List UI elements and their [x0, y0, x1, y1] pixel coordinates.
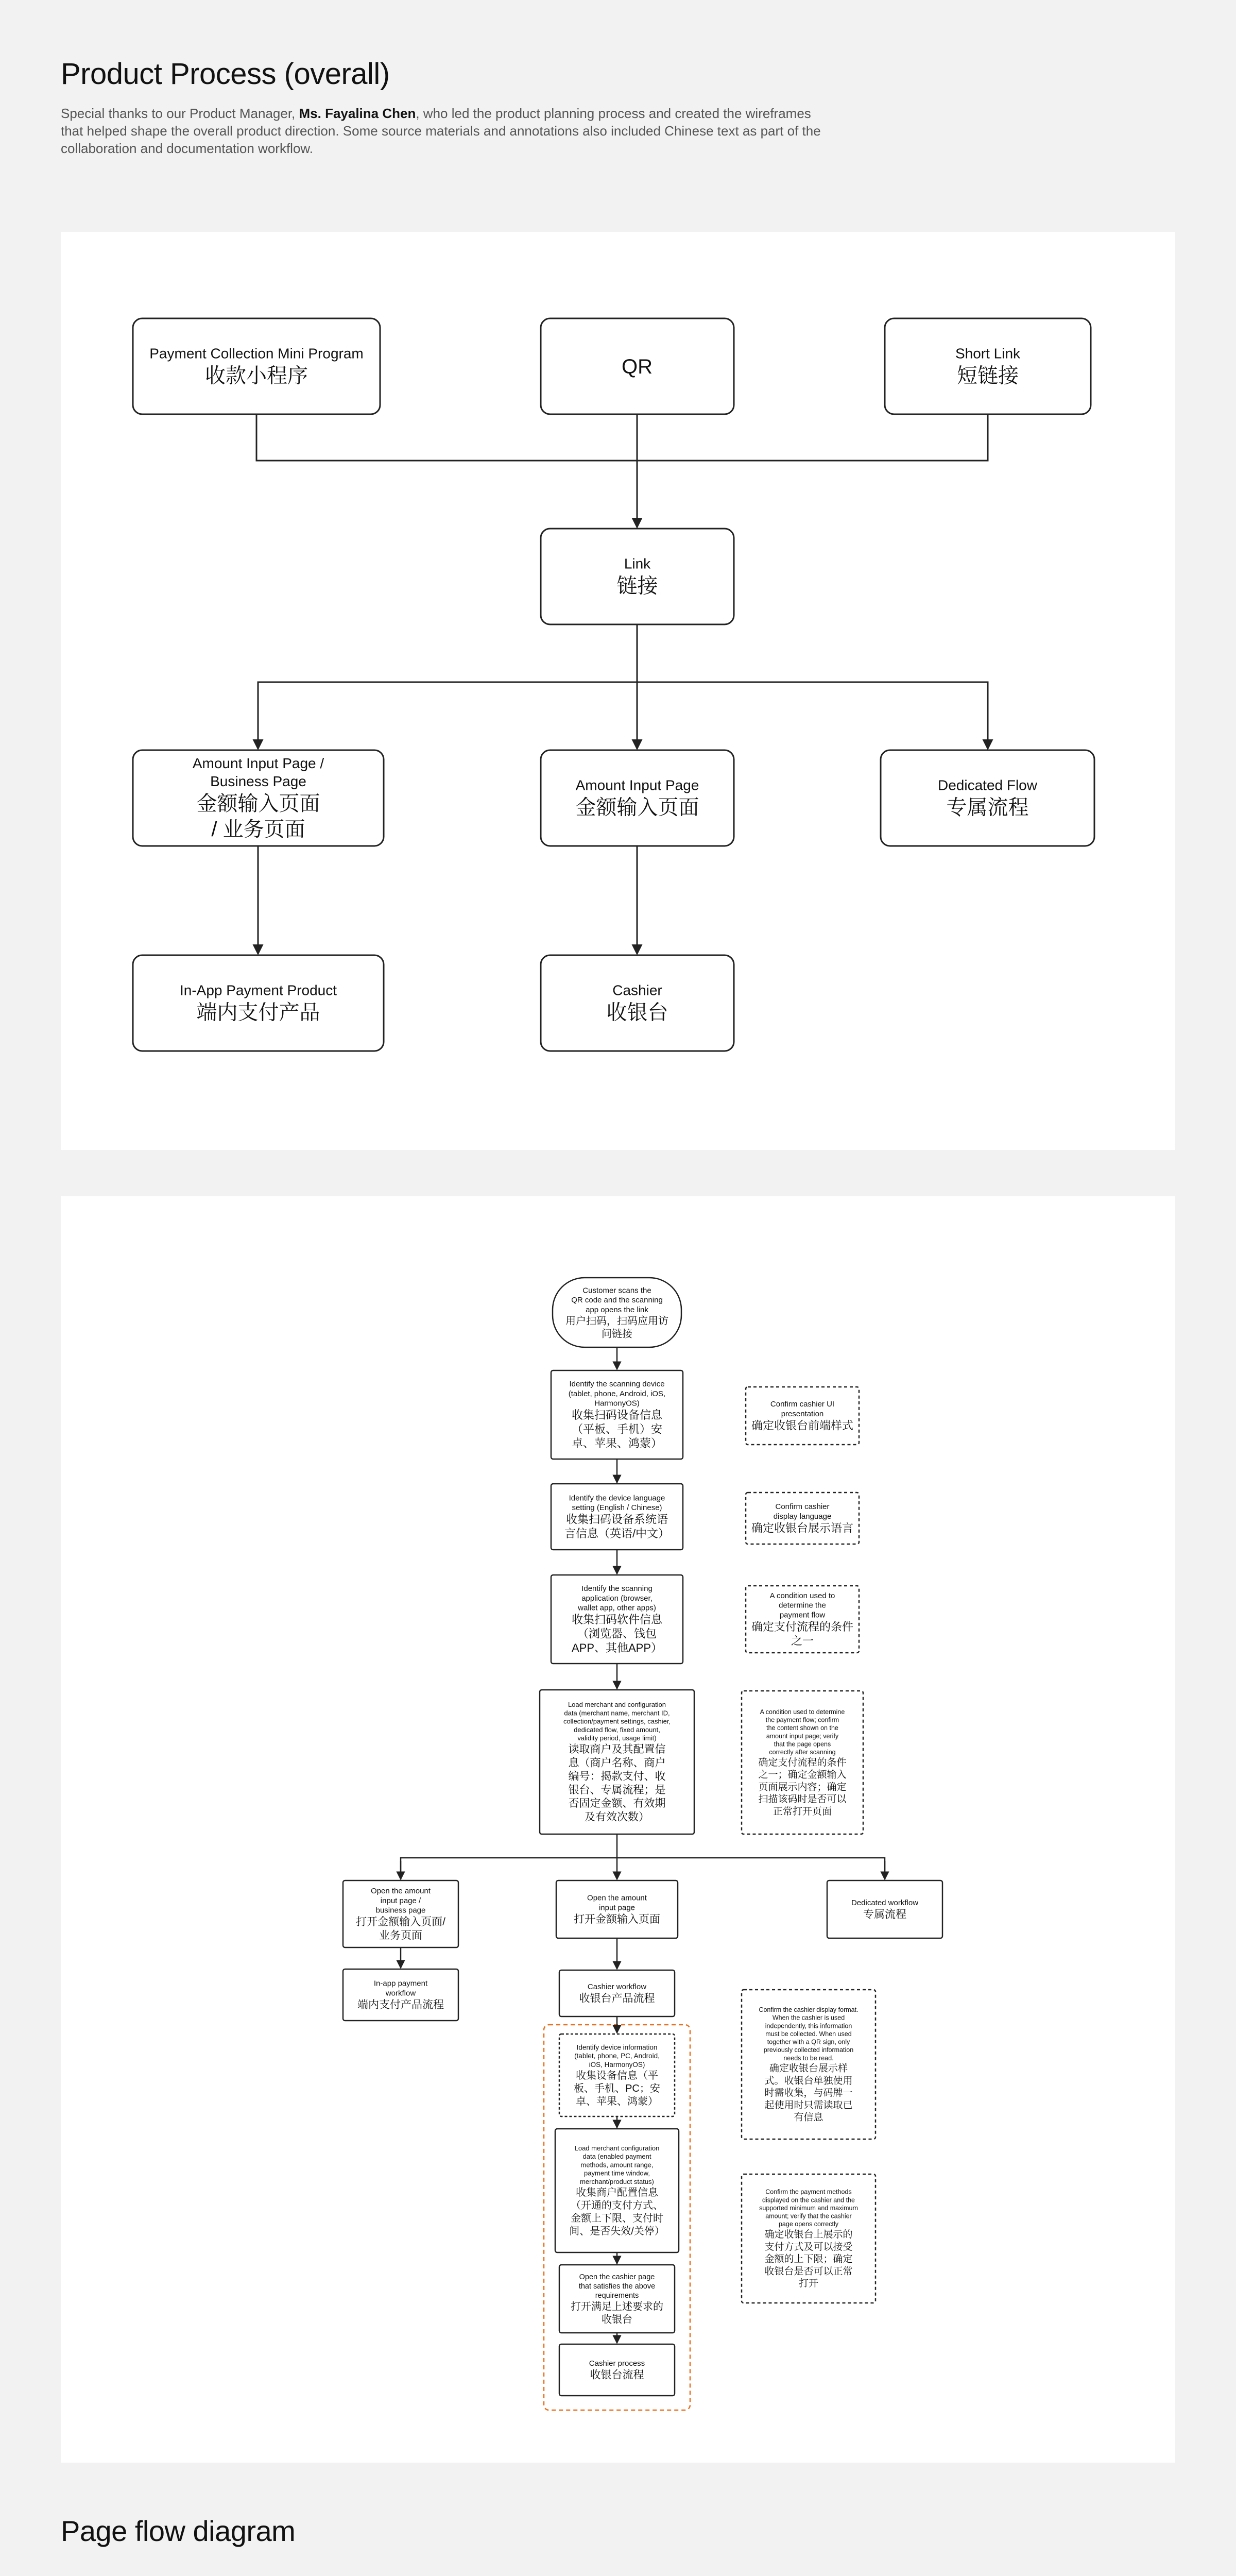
start-oval-label: Customer scans the QR code and the scanning app opens the link 用户扫码，扫码应用访问链接	[565, 1286, 668, 1340]
detail-panel	[61, 1196, 1175, 2463]
note-condition-label: A condition used to determine the payment flow 确定支付流程的条件之一	[751, 1591, 854, 1648]
intro-post: , who led the product planning process and created the wireframes that helped shape the overall product direction. Some source materials and annotations also included Chinese text as part of the collaboration and documentation workflow.	[61, 106, 821, 156]
branch-dedicated-label: Dedicated workflow 专属流程	[851, 1899, 919, 1921]
overview-panel	[61, 232, 1175, 1150]
page-title: Product Process (overall)	[61, 57, 390, 91]
step-app-label: Identify the scanning application (browser, wallet app, other apps)收集扫码软件信息（浏览器、钱包 APP、其他APP）	[571, 1584, 663, 1655]
split-line	[258, 682, 988, 749]
detail-flowchart	[61, 1196, 1175, 2463]
amount-input-box-label: Amount Input Page 金额输入页面	[575, 777, 699, 819]
qr-box-label: QR	[622, 355, 653, 378]
page-flow-title: Page flow diagram	[61, 2515, 296, 2547]
dedicated-flow-box-label: Dedicated Flow 专属流程	[938, 777, 1037, 819]
amount-business-box-label: Amount Input Page / Business Page 金额输入页面/ 业务页面	[192, 755, 324, 841]
branch-business-label: Open the amount input page / business page 打开金额输入页面/业务页面	[356, 1887, 445, 1942]
link-box-label: Link 链接	[616, 555, 658, 598]
note-ui-label: Confirm cashier UI presentation 确定收银台前端样式	[751, 1400, 854, 1432]
step-merchant-label: Load merchant and configuration data (merchant name, merchant ID, collection/payment settings, cashier, dedicated flow, fixed amount, validity period, usage limit)读取商户及其配置信息（商户名称、商户编号：揭款支付、收银台、专属流程；是否固定金额、有效期及有效次数）	[563, 1701, 671, 1823]
short-link-box-label: Short Link 短链接	[955, 345, 1021, 387]
step-device-info-label: Identify device information (tablet, phone, PC, Android, iOS, HarmonyOS)收集设备信息（平板、手机、PC；安卓、苹果、鸿蒙）	[574, 2043, 660, 2108]
step-device-label: Identify the scanning device (tablet, phone, Android, iOS, HarmonyOS)收集扫码设备信息（平板、手机）安卓、苹果、鸿蒙）	[568, 1380, 666, 1450]
note-display-format-label: Confirm the cashier display format. When the cashier is used independently, this information must be collected. When used together with a QR sign, only previously collected information needs to be read.确定收银台展示样式。收银台单独使用时需收集，与码牌一起使用时只需读取已有信息	[759, 2006, 859, 2123]
intro-text	[61, 105, 823, 157]
cashier-workflow-label: Cashier workflow 收银台产品流程	[579, 1982, 655, 2005]
intro-pre: Special thanks to our Product Manager,	[61, 106, 299, 121]
step-merchant-config-label: Load merchant configuration data (enabled payment methods, amount range, payment time window, merchant/product status)收集商户配置信息（开通的支付方式、金额上下限、支付时间、是否失效/关停）	[569, 2144, 665, 2238]
step-language-label: Identify the device language setting (English / Chinese)收集扫码设备系统语言信息（英语/中文）	[564, 1494, 670, 1540]
inapp-workflow-label: In-app payment workflow 端内支付产品流程	[357, 1979, 444, 2011]
step-cashier-process-label: Cashier process 收银台流程	[589, 2359, 645, 2381]
merge-line	[256, 414, 988, 461]
in-app-payment-box-label: In-App Payment Product 端内支付产品	[179, 982, 337, 1024]
note-amount-label: A condition used to determine the payment flow; confirm the content shown on the amount input page; verify that the page opens correctly after scanning 确定支付流程的条件之一；确定金额输入页面展示内容；确定扫描该码时是否可以正常打开页面	[758, 1708, 847, 1817]
overview-flowchart	[61, 232, 1175, 1150]
split-bar	[401, 1858, 885, 1879]
note-payment-methods-label: Confirm the payment methods displayed on the cashier and the supported minimum and maximum amount; verify that the cashier page opens correctly 确定收银台上展示的支付方式及可以接受金额的上下限；确定收银台是否可以正常打开	[759, 2188, 858, 2290]
step-open-cashier-label: Open the cashier page that satisfies the above requirements 打开满足上述要求的收银台	[571, 2273, 663, 2326]
branch-amount-label: Open the amount input page 打开金额输入页面	[574, 1893, 660, 1925]
mini-program-box-label: Payment Collection Mini Program 收款小程序	[149, 345, 364, 387]
cashier-box-label: Cashier 收银台	[606, 982, 668, 1024]
product-manager-name: Ms. Fayalina Chen	[299, 106, 416, 121]
note-language-label: Confirm cashier display language 确定收银台展示语言	[751, 1502, 854, 1535]
